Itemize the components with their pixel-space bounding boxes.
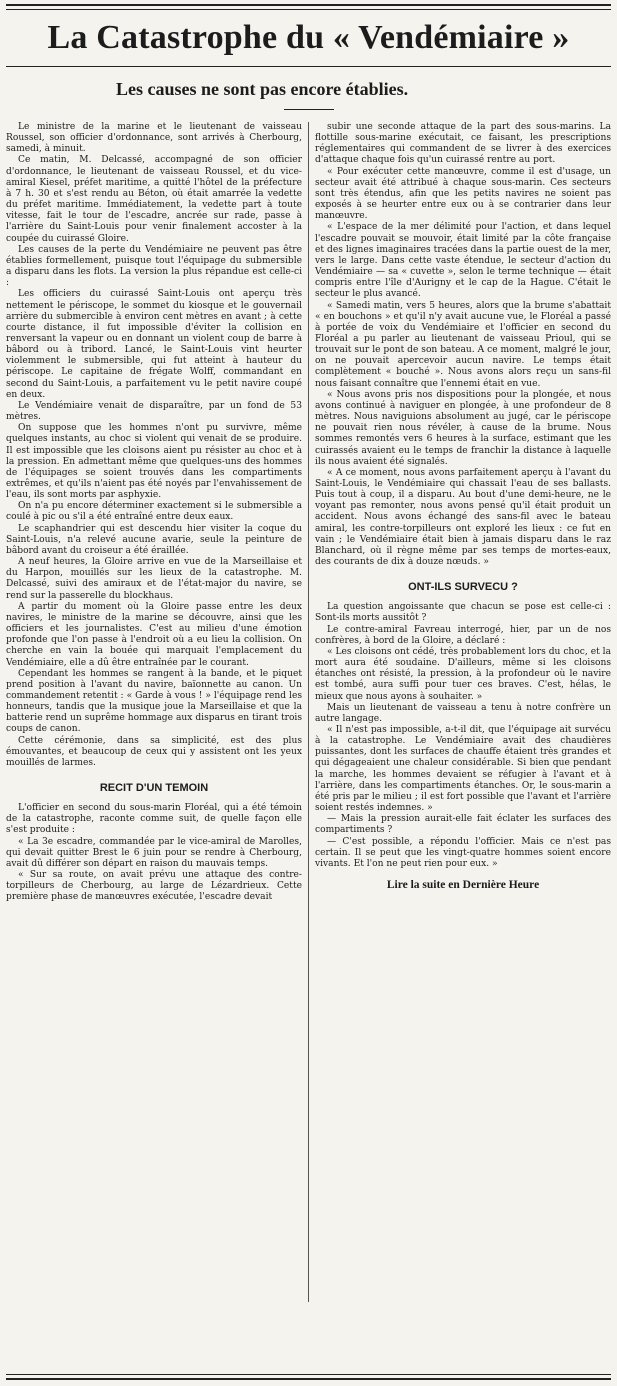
paragraph: A neuf heures, la Gloire arrive en vue de la Marseillaise et du Harpon, mouillés sur les lieux de la catastrophe. M. Delcassé, suivi des amiraux et de l'état-major du navire, se rend sur la passerelle du blockhaus. — [6, 557, 302, 601]
paragraph: Mais un lieutenant de vaisseau a tenu à notre confrère un autre langage. — [315, 702, 611, 724]
paragraph: « Pour exécuter cette manœuvre, comme il est d'usage, un secteur avait été attribué à chaque sous-marin. Ces secteurs sont très étendus, afin que les petits navires ne soient pas exposés à se heurter entre eux ou à se contrarier dans leur manœuvre. — [315, 166, 611, 222]
section-heading: RECIT D'UN TEMOIN — [99, 782, 209, 795]
top-border — [6, 0, 611, 10]
paragraph: Ce matin, M. Delcassé, accompagné de son officier d'ordonnance, le lieutenant de vaisseau Roussel, et du vice-amiral Kiesel, préfet maritime, a quitté l'hôtel de la préfecture à 7 h. 30 et s'est rendu au Béton, où était amarrée la vedette du préfet maritime. Immédiatement, la vedette part à toute vitesse, fait le tour de l'escadre, ancrée sur rade, passe à l'arrière du Saint-Louis pour venir finalement accoster à la coupée du cuirassé Gloire. — [6, 155, 302, 244]
paragraph: « Il n'est pas impossible, a-t-il dit, que l'équipage ait survécu à la catastrophe. Le Vendémiaire avait des chaudières puissantes, dont les surfaces de chauffe étaient très grandes et qui dégageaient une chaleur considérable. Si bien que pendant la marche, les hommes devaient se réfugier à l'avant et à l'arrière, dans les compartiments étanches. Or, le sous-marin a été pris par le milieu ; il est fort possible que l'avant et l'arrière soient restés indemnes. » — [315, 724, 611, 814]
paragraph: Le scaphandrier qui est descendu hier visiter la coque du Saint-Louis, n'a relevé aucune avarie, seule la peinture de bâbord avant du croiseur a été éraillée. — [6, 523, 302, 556]
paragraph: « Samedi matin, vers 5 heures, alors que la brume s'abattait « en bouchons » et qu'il n'y avait aucune vue, le Floréal a passé à portée de voix du Vendémiaire et l'officier en second du Floréal a pu parler au lieutenant de vaisseau Prioul, qui se trouvait sur le pont de son bateau. A ce moment, malgré le jour, on ne pouvait apercevoir aucun navire. Le temps était complètement « bouché ». Nous avons alors reçu un sans-fil nous faisant connaître que l'ennemi était en vue. — [315, 300, 611, 389]
paragraph: On n'a pu encore déterminer exactement si le submersible a coulé à pic ou s'il a été entraîné entre deux eaux. — [6, 501, 302, 523]
paragraph: « A ce moment, nous avons parfaitement aperçu à l'avant du Saint-Louis, le Vendémiaire qui chassait l'eau de ses ballasts. Puis tout à coup, il a disparu. Au bout d'une demi-heure, ne le voyant pas remonter, nous avons pensé qu'il était produit un accident. Nous avons échangé des sans-fil avec le bateau amiral, les contre-torpilleurs ont exploré les lieux : ce fut en vain ; le Vendémiaire était bien à jamais disparu dans le raz Blanchard, où il règne même par ses temps de mortes-eaux, des courants de dix à douze nœuds. » — [315, 467, 611, 568]
paragraph: Cependant les hommes se rangent à la bande, et le piquet prend position à l'avant du navire, baïonnette au canon. Un commandement retentit : « Garde à vous ! » l'équipage rend les honneurs, tandis que la musique joue la Marseillaise et que la batterie rend un suprême hommage aux disparus en tirant trois coups de canon. — [6, 668, 302, 735]
paragraph: « Nous avons pris nos dispositions pour la plongée, et nous avons continué à naviguer en plongée, à une profondeur de 8 mètres. Nous naviguions absolument au jugé, car le périscope ne pouvait rien nous révéler, à cause de la brume. Nous sommes remontés vers 6 heures à la surface, estimant que les cuirassés avaient eu le temps de franchir la distance à laquelle ils nous avaient été signalés. — [315, 389, 611, 467]
article-body — [6, 122, 611, 1302]
paragraph: Cette cérémonie, dans sa simplicité, est des plus émouvantes, et beaucoup de ceux qui y assistent ont les yeux mouillés de larmes. — [6, 735, 302, 768]
section-heading: ONT-ILS SURVECU ? — [408, 581, 518, 594]
paragraph: subir une seconde attaque de la part des sous-marins. La flottille sous-marine exécutait, ce faisant, les prescriptions réglementaires qui commandent de se livrer à des exercices d'attaque chaque fois qu'un cuirassé rentre au port. — [315, 122, 611, 166]
paragraph: « L'espace de la mer délimité pour l'action, et dans lequel l'escadre pouvait se mouvoir, était limité par la côte française et des lignes imaginaires tracées dans la partie ouest de la mer, vers le large. Dans cette vaste étendue, le secteur d'action du Vendémiaire — sa « cuvette », selon le terme technique — était compris entre l'île d'Aurigny et le cap de la Hague. C'était le secteur le plus avancé. — [315, 222, 611, 300]
paragraph: Les causes de la perte du Vendémiaire ne peuvent pas être établies formellement, puisque tout l'équipage du submersible a disparu dans les flots. La version la plus répandue est celle-ci : — [6, 244, 302, 289]
paragraph: On suppose que les hommes n'ont pu survivre, même quelques instants, au choc si violent qui venait de se produire. Il est impossible que les cloisons aient pu résister au choc et à la pression. En admettant même que quelques-uns des hommes de l'équipages se soient trouvés dans les compartiments extrêmes, et qu'ils n'aient pas été noyés par l'envahissement de l'eau, ils sont morts par asphyxie. — [6, 423, 302, 501]
paragraph: « Sur sa route, on avait prévu une attaque des contre-torpilleurs de Cherbourg, au large de Lézardrieux. Cette première phase de manœuvres exécutée, l'escadre devait — [6, 870, 302, 903]
title-divider — [6, 66, 611, 67]
paragraph: — C'est possible, a répondu l'officier. Mais ce n'est pas certain. Il se peut que les vingt-quatre hommes soient encore vivants. Et l'on ne peut rien pour eux. » — [315, 836, 611, 869]
paragraph: Le contre-amiral Favreau interrogé, hier, par un de nos confrères, à bord de la Gloire, a déclaré : — [315, 624, 611, 646]
paragraph: « Les cloisons ont cédé, très probablement lors du choc, et la mort aura été soudaine. D'ailleurs, même si les cloisons étanches ont résisté, la pression, à la profondeur où le navire est tombé, aura suffi pour tuer ces braves. C'est, hélas, le mieux que nous ayons à souhaiter. » — [315, 646, 611, 702]
paragraph: L'officier en second du sous-marin Floréal, qui a été témoin de la catastrophe, raconte comme suit, de quelle façon elle s'est produite : — [6, 803, 302, 836]
right-column — [315, 122, 611, 1302]
column-separator — [308, 122, 309, 1302]
paragraph: « La 3e escadre, commandée par le vice-amiral de Marolles, qui devait quitter Brest le 6 juin pour se rendre à Cherbourg, avait dû différer son départ en raison du mauvais temps. — [6, 836, 302, 869]
paragraph: Les officiers du cuirassé Saint-Louis ont aperçu très nettement le périscope, le sommet du kiosque et le gouvernail arrière du submercible à environ cent mètres en avant ; à cette courte distance, il fut impossible d'éviter la collision en renversant la vapeur ou en donnant un violent coup de barre à bâbord ou à tribord. Lancé, le Saint-Louis vint heurter violemment le submersible, qui fut atteint à hauteur du périscope. Le capitaine de frégate Wolff, commandant en second du Saint-Louis, a parfaitement vu le petit navire coupé en deux. — [6, 289, 302, 400]
paragraph: — Mais la pression aurait-elle fait éclater les surfaces des compartiments ? — [315, 814, 611, 836]
paragraph: La question angoissante que chacun se pose est celle-ci : Sont-ils morts aussitôt ? — [315, 602, 611, 624]
paragraph: Le Vendémiaire venait de disparaître, par un fond de 53 mètres. — [6, 400, 302, 423]
subtitle-divider — [284, 109, 334, 110]
bottom-border — [6, 1371, 611, 1380]
article-title: La Catastrophe du « Vendémiaire » — [47, 19, 570, 56]
article-subtitle: Les causes ne sont pas encore établies. — [116, 79, 409, 99]
continuation-note: Lire la suite en Dernière Heure — [386, 879, 540, 891]
paragraph: Le ministre de la marine et le lieutenant de vaisseau Roussel, son officier d'ordonnance, sont arrivés à Cherbourg, samedi, à minuit. — [6, 122, 302, 155]
paragraph: A partir du moment où la Gloire passe entre les deux navires, le ministre de la marine se découvre, ainsi que les officiers et les journalistes. C'est au milieu d'une émotion profonde que l'on passe à l'endroit où a eu lieu la collision. On cherche en vain la bouée qui marquait l'emplacement du Vendémiaire, elle a dû être entraînée par le courant. — [6, 601, 302, 668]
left-column — [6, 122, 302, 1302]
